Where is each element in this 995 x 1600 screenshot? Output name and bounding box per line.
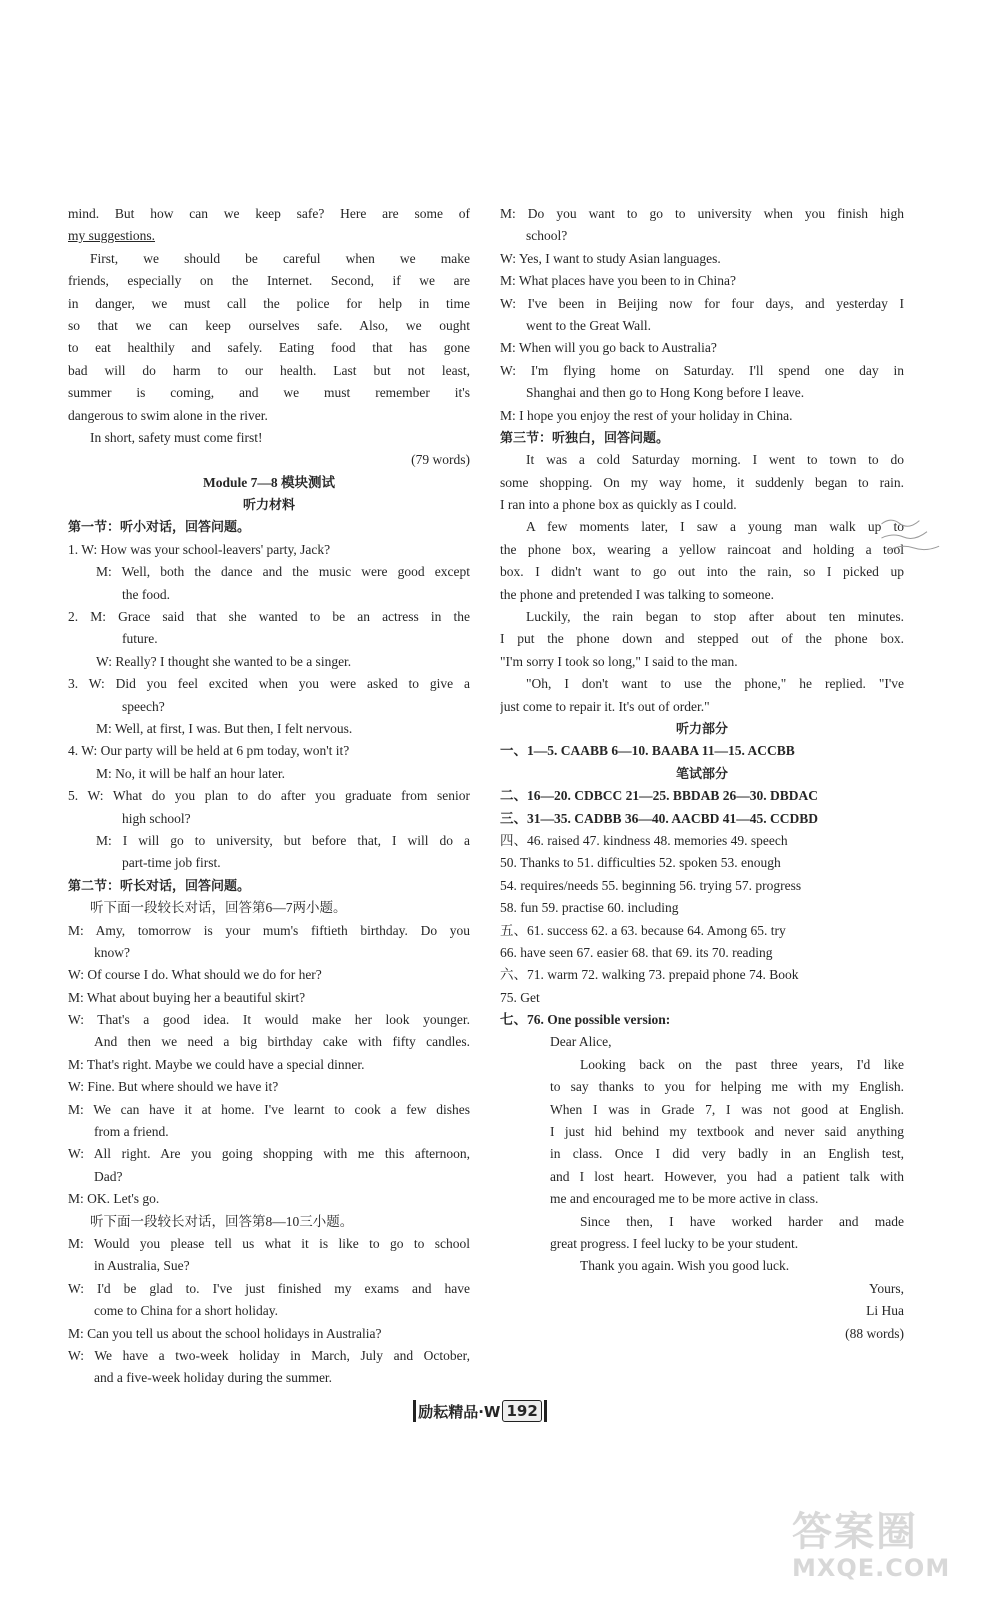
answer-line: 58. fun 59. practise 60. including (500, 900, 679, 916)
answer-line: 六、71. warm 72. walking 73. prepaid phone 74. Book (500, 967, 799, 983)
text-line: M: OK. Let's go. (68, 1191, 160, 1207)
answer-line: 54. requires/needs 55. beginning 56. trying 57. progress (500, 877, 802, 893)
text-line: M: Well, at first, I was. But then, I felt nervous. (96, 720, 353, 736)
text-line: my suggestions. (68, 228, 156, 244)
text-line: M: We can have it at home. I've learnt to cook a few dishes (68, 1101, 470, 1117)
text-line: "Oh, I don't want to use the phone," he replied. "I've (526, 676, 904, 692)
text-line: 1. W: How was your school-leavers' party, Jack? (68, 541, 331, 557)
text-line: mind. But how can we keep safe? Here are some of (68, 206, 470, 221)
text-line: W: Fine. But where should we have it? (68, 1079, 279, 1095)
text-line: just come to repair it. It's out of order." (500, 698, 710, 714)
text-line: the phone and pretended I was talking to someone. (500, 586, 775, 602)
text-line: come to China for a short holiday. (94, 1303, 278, 1319)
section-heading: 第二节：听长对话，回答问题。 (68, 877, 251, 893)
section-heading: 第三节：听独白，回答问题。 (500, 429, 670, 445)
text-line: M: That's right. Maybe we could have a special dinner. (68, 1056, 365, 1072)
text-line: It was a cold Saturday morning. I went to town to do (526, 452, 904, 468)
text-line: box. I didn't want to go out into the rain, so I picked up (500, 564, 904, 580)
text-line: Dad? (94, 1168, 123, 1184)
text-line: speech? (122, 698, 165, 714)
text-line: 3. W: Did you feel excited when you were asked to give a (68, 676, 470, 692)
text-line: A few moments later, I saw a young man walk up to (526, 519, 904, 535)
text-line: some shopping. On my way home, it suddenly began to rain. (500, 474, 904, 490)
answer-line: 一、1—5. CAABB 6—10. BAABA 11—15. ACCBB (500, 743, 795, 759)
letter-line: great progress. I feel lucky to be your student. (550, 1235, 799, 1251)
text-line: 5. W: What do you plan to do after you graduate from senior (68, 788, 470, 804)
text-line: M: No, it will be half an hour later. (96, 765, 285, 781)
text-line: In short, safety must come first! (90, 429, 263, 445)
text-line: M: What about buying her a beautiful skirt? (68, 989, 306, 1005)
text-line: to eat healthily and safely. Eating food that has gone (68, 340, 470, 356)
text-line: in Australia, Sue? (94, 1258, 190, 1274)
answer-line: 三、31—35. CADBB 36—40. AACBD 41—45. CCDBD (500, 810, 819, 826)
letter-line: I just hid behind my textbook and never said anything (550, 1124, 904, 1140)
text-line: W: Yes, I want to study Asian languages. (500, 250, 721, 266)
text-line: I put the phone down and stepped out of the phone box. (500, 631, 904, 647)
text-line: M: I hope you enjoy the rest of your holiday in China. (500, 407, 793, 423)
letter-line: Thank you again. Wish you good luck. (580, 1258, 790, 1274)
text-line: 听下面一段较长对话，回答第6—7两小题。 (90, 900, 347, 916)
text-line: And then we need a big birthday cake with fifty candles. (94, 1034, 470, 1050)
answer-line: 四、46. raised 47. kindness 48. memories 49. speech (500, 832, 788, 848)
left-column (68, 203, 470, 1390)
answer-line: 75. Get (500, 989, 540, 1005)
letter-line: and I lost heart. However, you had a patient talk with (550, 1168, 904, 1184)
text-line: dangerous to swim alone in the river. (68, 407, 268, 423)
footer-divider (544, 1400, 547, 1422)
section-subtitle: 听力材料 (242, 497, 295, 513)
text-line: summer is coming, and we must remember it's (68, 385, 470, 401)
text-line: went to the Great Wall. (526, 317, 652, 333)
stamp-scribble-icon (872, 505, 950, 574)
answer-line: 50. Thanks to 51. difficulties 52. spoken 53. enough (500, 855, 781, 871)
text-line: friends, especially on the Internet. Second, if we are (68, 273, 470, 289)
watermark (792, 1510, 972, 1590)
text-line: M: Well, both the dance and the music were good except (96, 564, 470, 580)
text-line: future. (122, 631, 158, 647)
section-title: Module 7—8 模块测试 (202, 474, 335, 490)
letter-salutation: Dear Alice, (550, 1034, 612, 1050)
letter-line: me and encouraged me to be more active in class. (550, 1191, 819, 1207)
word-count: (79 words) (411, 452, 470, 468)
text-line: W: Really? I thought she wanted to be a singer. (96, 653, 352, 669)
text-line: M: Would you please tell us what it is like to go to school (68, 1235, 470, 1251)
text-line: I ran into a phone box as quickly as I could. (500, 497, 737, 513)
text-line: W: I'm flying home on Saturday. I'll spend one day in (500, 362, 904, 378)
footer-divider (413, 1400, 416, 1422)
text-line: Shanghai and then go to Hong Kong before I leave. (526, 385, 805, 401)
letter-line: Looking back on the past three years, I'd like (580, 1056, 904, 1072)
text-line: in danger, we must call the police for help in time (68, 295, 470, 311)
text-line: part-time job first. (122, 855, 221, 871)
footer-brand: 励耘精品·W (418, 1402, 501, 1421)
text-line: school? (526, 228, 568, 244)
text-line: M: I will go to university, but before that, I will do a (96, 832, 470, 848)
text-line: M: Can you tell us about the school holidays in Australia? (68, 1325, 382, 1341)
letter-line: When I was in Grade 7, I was not good at English. (550, 1101, 904, 1117)
text-line: the food. (122, 586, 170, 602)
text-line: 听下面一段较长对话，回答第8—10三小题。 (90, 1213, 354, 1229)
section-heading: 七、76. One possible version: (500, 1012, 671, 1028)
text-line: Luckily, the rain began to stop after about ten minutes. (526, 609, 904, 625)
text-line: W: That's a good idea. It would make her look younger. (68, 1012, 470, 1028)
letter-line: Since then, I have worked harder and made (580, 1213, 904, 1229)
word-count: (88 words) (845, 1325, 904, 1341)
answer-line: 66. have seen 67. easier 68. that 69. its 70. reading (500, 944, 773, 960)
text-line: bad will do harm to our health. Last but not least, (68, 362, 470, 378)
page-footer (390, 1398, 570, 1424)
text-line: "I'm sorry I took so long," I said to the man. (500, 653, 738, 669)
text-line: W: Of course I do. What should we do for her? (68, 967, 322, 983)
section-heading: 第一节：听小对话，回答问题。 (68, 519, 251, 535)
text-line: W: I've been in Beijing now for four days, and yesterday I (500, 295, 904, 311)
letter-closing: Yours, (868, 1280, 904, 1296)
watermark-url: MXQE.COM (792, 1554, 951, 1582)
handwritten-stamp (872, 505, 950, 574)
text-line: First, we should be careful when we make (90, 250, 470, 266)
answer-line: 二、16—20. CDBCC 21—25. BBDAB 26—30. DBDAC (500, 788, 819, 804)
text-line: M: Do you want to go to university when you finish high (500, 206, 904, 221)
text-line: the phone box, wearing a yellow raincoat and holding a tool (500, 541, 904, 557)
text-line: M: What places have you been to in China? (500, 273, 736, 289)
letter-line: in class. Once I did very badly in an English test, (550, 1146, 904, 1162)
letter-line: to say thanks to you for helping me with my English. (550, 1079, 904, 1095)
text-line: W: I'd be glad to. I've just finished my exams and have (68, 1280, 470, 1296)
text-line: 4. W: Our party will be held at 6 pm today, won't it? (68, 743, 350, 759)
text-line: M: Amy, tomorrow is your mum's fiftieth birthday. Do you (68, 922, 470, 938)
text-line: 2. M: Grace said that she wanted to be an actress in the (68, 609, 470, 625)
answer-line: 五、61. success 62. a 63. because 64. Among 65. try (500, 922, 786, 938)
watermark-title: 答案圈 (792, 1509, 918, 1555)
page-number: 192 (502, 1400, 541, 1422)
section-subtitle: 听力部分 (675, 720, 728, 736)
text-line: know? (94, 944, 130, 960)
text-line: and a five-week holiday during the summer. (94, 1370, 333, 1386)
text-line: high school? (122, 810, 191, 826)
text-line: M: When will you go back to Australia? (500, 340, 717, 356)
section-subtitle: 笔试部分 (675, 765, 728, 781)
text-line: W: All right. Are you going shopping with me this afternoon, (68, 1146, 470, 1162)
text-line: W: We have a two-week holiday in March, July and October, (68, 1347, 470, 1363)
letter-signature: Li Hua (866, 1303, 904, 1319)
text-line: from a friend. (94, 1124, 169, 1140)
text-line: so that we can keep ourselves safe. Also, we ought (68, 317, 470, 333)
right-column (500, 203, 904, 1345)
